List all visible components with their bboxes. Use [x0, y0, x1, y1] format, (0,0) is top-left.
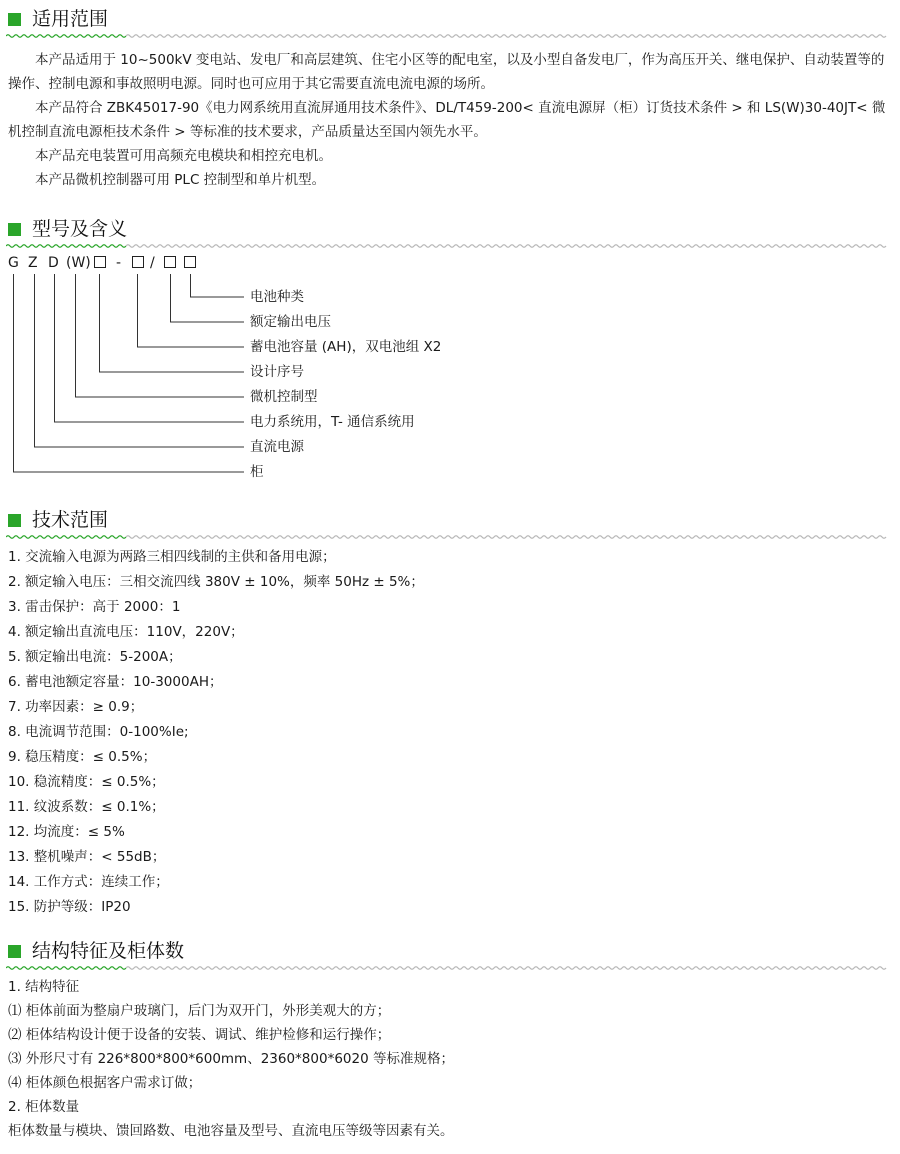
structure-item: 2. 柜体数量	[8, 1099, 80, 1115]
label-cabinet: 柜	[250, 464, 264, 480]
scope-paragraph: 本产品充电装置可用高频充电模块和相控充电机。	[35, 148, 332, 164]
structure-item: ⑷ 柜体颜色根据客户需求订做；	[8, 1075, 202, 1091]
label-rated-voltage: 额定输出电压	[250, 314, 331, 330]
section-title: 技术范围	[32, 509, 109, 531]
label-microcomputer: 微机控制型	[250, 389, 318, 405]
code-w: (W)	[66, 255, 91, 271]
section-title: 型号及含义	[32, 218, 128, 240]
tech-item: 13. 整机噪声：< 55dB；	[8, 849, 166, 865]
wavy-divider	[6, 32, 894, 40]
code-z: Z	[28, 255, 38, 271]
section-header	[0, 501, 900, 541]
label-dc-power: 直流电源	[250, 439, 304, 455]
label-design-number: 设计序号	[250, 364, 304, 380]
tech-item: 14. 工作方式：连续工作；	[8, 874, 169, 890]
label-battery-type: 电池种类	[250, 289, 304, 305]
tech-item: 8. 电流调节范围：0-100%Ie;	[8, 724, 189, 740]
structure-item: ⑴ 柜体前面为整扇户玻璃门，后门为双开门，外形美观大的方；	[8, 1003, 391, 1019]
section-scope	[0, 0, 900, 192]
tech-item: 3. 雷击保护：高于 2000：1	[8, 599, 181, 615]
structure-item: 柜体数量与模块、馈回路数、电池容量及型号、直流电压等级等因素有关。	[8, 1123, 454, 1139]
wavy-line-grey	[126, 35, 886, 38]
tech-item: 15. 防护等级：IP20	[8, 899, 131, 915]
structure-item: 1. 结构特征	[8, 979, 80, 995]
code-d: D	[48, 255, 59, 271]
tech-item: 9. 稳压精度：≤ 0.5%；	[8, 749, 157, 765]
wavy-line-green	[6, 35, 126, 38]
tech-item: 6. 蓄电池额定容量：10-3000AH；	[8, 674, 223, 690]
section-title: 适用范围	[32, 8, 109, 30]
tech-item: 10. 稳流精度：≤ 0.5%；	[8, 774, 165, 790]
section-tech	[0, 501, 900, 920]
tech-item: 5. 额定输出电流：5-200A；	[8, 649, 182, 665]
scope-paragraph: 本产品适用于 10~500kV 变电站、发电厂和高层建筑、住宅小区等的配电室，以及小型自备发电厂，作为高压开关、继电保护、自动装置等的操作、控制电源和事故照明电源。同时也可应用于其它需要直流电流电源的场所。	[8, 52, 885, 92]
section-header	[0, 0, 900, 40]
scope-paragraph: 本产品微机控制器可用 PLC 控制型和单片机型。	[35, 172, 326, 188]
tech-item: 7. 功率因素：≥ 0.9；	[8, 699, 144, 715]
tech-item: 2. 额定输入电压：三相交流四线 380V ± 10%，频率 50Hz ± 5%；	[8, 574, 424, 590]
code-slash: /	[150, 255, 155, 271]
section-structure	[0, 932, 900, 1143]
label-battery-capacity: 蓄电池容量 (AH)，双电池组 X2	[250, 339, 442, 355]
tech-item: 11. 纹波系数：≤ 0.1%；	[8, 799, 165, 815]
section-model	[0, 210, 900, 495]
wavy-line-green	[6, 536, 126, 539]
wavy-divider	[6, 533, 894, 541]
model-tree-line-last	[0, 210, 260, 490]
structure-item: ⑵ 柜体结构设计便于设备的安装、调试、维护检修和运行操作；	[8, 1027, 391, 1043]
code-dash: -	[116, 255, 122, 271]
scope-paragraph: 本产品符合 ZBK45017-90《电力网系统用直流屏通用技术条件》、DL/T459-200< 直流电源屏（柜）订货技术条件 > 和 LS(W)30-40JT< 微机控制直流电源柜技术条件 > 等标准的技术要求，产品质量达至国内领先水平。	[8, 100, 886, 140]
green-square-icon	[8, 945, 21, 958]
green-square-icon	[8, 13, 21, 26]
code-g: G	[8, 255, 19, 271]
section-title: 结构特征及柜体数	[32, 940, 185, 962]
tech-item: 4. 额定输出直流电压：110V，220V；	[8, 624, 244, 640]
wavy-line-green	[6, 967, 126, 970]
tech-item: 12. 均流度：≤ 5%	[8, 824, 125, 840]
structure-item: ⑶ 外形尺寸有 226*800*800*600mm、2360*800*6020 等标准规格；	[8, 1051, 454, 1067]
structure-list	[0, 972, 900, 1143]
tech-list	[0, 541, 900, 920]
wavy-line-grey	[126, 536, 886, 539]
green-square-icon	[8, 514, 21, 527]
section-header	[0, 932, 900, 972]
wavy-divider	[6, 964, 894, 972]
tech-item: 1. 交流输入电源为两路三相四线制的主供和备用电源；	[8, 549, 336, 565]
label-power-system: 电力系统用，T- 通信系统用	[250, 414, 415, 430]
wavy-line-grey	[126, 967, 886, 970]
